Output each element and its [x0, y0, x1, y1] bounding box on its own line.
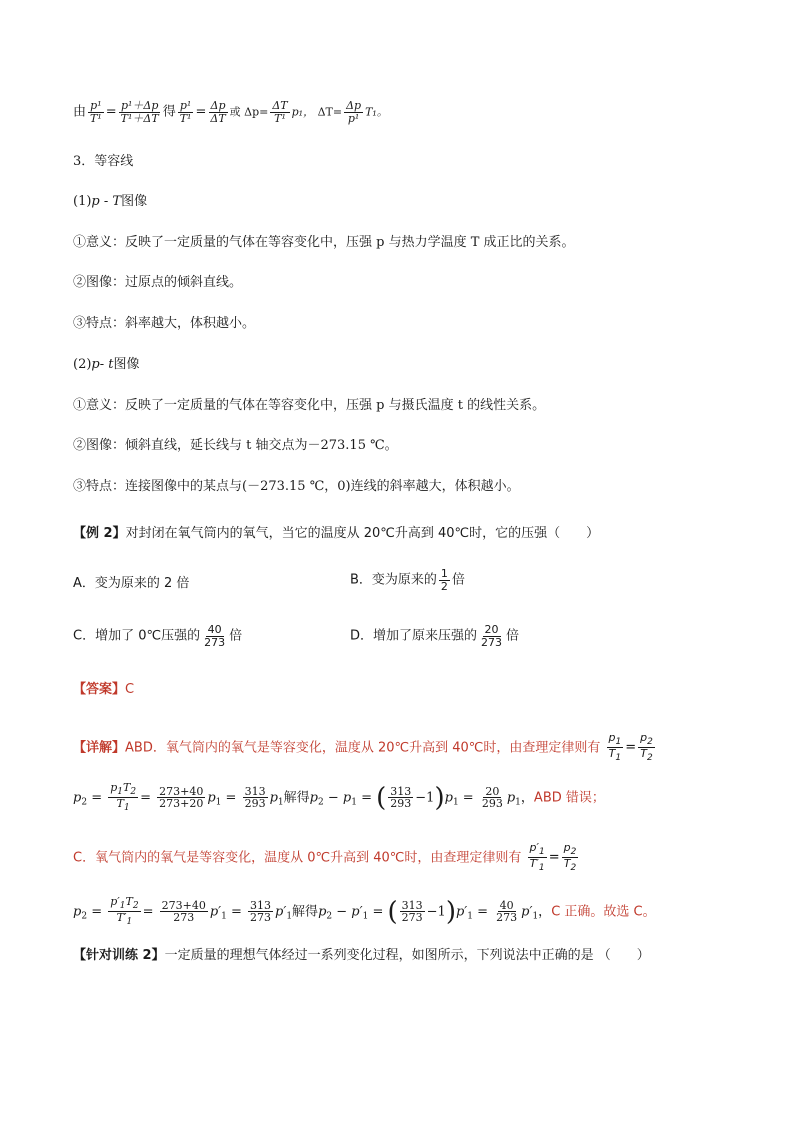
fraction: $\frac{313}{273}$	[250, 898, 272, 925]
example-question	[73, 524, 599, 544]
paragraph: ①意义：反映了一定质量的气体在等容变化中，压强 p 与热力学温度 T 成正比的关系。	[73, 235, 575, 250]
detail-equation-1: $p_2$ = $\frac{p_1T_2}{T_1}$ = $\frac{273+40}{273+20}$ $p_1$ = $\frac{313}{293}$ $p_1$解得$p_2 - p_1$ = ( $\frac{313}{293}$ $-1)p_1$ = $\frac{20}{293}$ $p_1$，ABD 错误；	[73, 781, 605, 814]
detail-line-1: 【详解】ABD．氧气筒内的氧气是等容变化，温度从 20℃升高到 40℃时，由查理定律则有 $\frac{p_1}{T_1}$ = $\frac{p_2}{T_2}$	[73, 731, 653, 764]
training-text: 一定质量的理想气体经过一系列变化过程，如图所示，下列说法中正确的是 （ ）	[164, 948, 650, 963]
fraction: $\frac{\text{p¹＋Δp}}{\text{T¹＋ΔT}}$	[120, 99, 159, 125]
fraction: $\frac{20}{273}$	[481, 623, 503, 649]
fraction: $\frac{\text{p¹}}{\text{T¹}}$	[179, 99, 192, 125]
subsection-heading: (1)p - T图像	[73, 194, 148, 209]
text-t1: T₁。	[365, 105, 388, 119]
fraction: $\frac{1}{2}$	[440, 567, 448, 593]
text-dt: ΔT=	[314, 105, 343, 119]
fraction: $\frac{273+40}{273}$	[161, 898, 206, 925]
answer-value: C	[125, 682, 135, 697]
example-text: 对封闭在氧气筒内的氧气，当它的温度从 20℃升高到 40℃时，它的压强（ ）	[125, 526, 600, 541]
fraction: $\frac{p_2}{T_2}$	[640, 731, 653, 764]
fraction: $\frac{p_2}{T_2}$	[563, 841, 577, 874]
text-you: 由	[73, 104, 87, 120]
detail-line-2: C．氧气筒内的氧气是等容变化，温度从 0℃升高到 40℃时，由查理定律则有 $\frac{p'_1}{T'_1}$ = $\frac{p_2}{T_2}$	[73, 841, 577, 874]
section-heading: 3．等容线	[73, 154, 134, 169]
fraction: $\frac{313}{293}$	[244, 784, 266, 811]
answer-line	[73, 680, 134, 700]
fraction: $\frac{313}{273}$	[401, 898, 423, 925]
paragraph: ③特点：连接图像中的某点与(－273.15 ℃，0)连线的斜率越大，体积越小。	[73, 479, 520, 494]
equals: =	[105, 104, 117, 120]
fraction: $\frac{40}{273}$	[204, 623, 226, 649]
subsection-heading: (2)p- t图像	[73, 357, 140, 372]
option-b: B．变为原来的 $\frac{1}{2}$ 倍	[350, 567, 465, 593]
text-or: 或 Δp=	[229, 105, 269, 119]
paragraph: ①意义：反映了一定质量的气体在等容变化中，压强 p 与摄氏温度 t 的线性关系。	[73, 398, 546, 413]
training-tag: 【针对训练 2】	[73, 948, 165, 963]
option-a: A．变为原来的 2 倍	[73, 576, 190, 591]
fraction: $\frac{313}{293}$	[390, 784, 412, 811]
training-question	[73, 946, 650, 966]
fraction: $\frac{20}{293}$	[481, 784, 503, 811]
fraction: $\frac{\Delta p}{\text{p¹}}$	[346, 99, 362, 125]
equals: =	[195, 104, 207, 120]
example-tag: 【例 2】	[73, 526, 126, 541]
fraction: $\frac{273+40}{273+20}$	[159, 784, 204, 811]
fraction: $\frac{\Delta T}{\text{T¹}}$	[272, 99, 288, 125]
fraction: $\frac{p'_1T_2}{T'_1}$	[110, 895, 139, 928]
answer-tag: 【答案】	[73, 682, 126, 697]
detail-equation-2: $p_2$ = $\frac{p'_1T_2}{T'_1}$ = $\frac{273+40}{273}$ $p'_1$ = $\frac{313}{273}$ $p'_1$解得$p_2 - p'_1$ = ( $\frac{313}{273}$ $-1)p'_1$ = $\frac{40}{273}$ $p'_1$，C 正确。故选 C。	[73, 895, 656, 928]
paragraph: ③特点：斜率越大，体积越小。	[73, 316, 256, 331]
derivation-line	[73, 100, 388, 124]
option-d: D．增加了原来压强的 $\frac{20}{273}$ 倍	[350, 623, 520, 649]
text-de: 得	[162, 104, 176, 120]
fraction: $\frac{p_1T_2}{T_1}$	[110, 781, 137, 814]
paragraph: ②图像：倾斜直线，延长线与 t 轴交点为－273.15 ℃。	[73, 438, 398, 453]
detail-tag: 【详解】	[73, 740, 126, 756]
fraction: $\frac{p'_1}{T'_1}$	[529, 841, 545, 874]
fraction: $\frac{p_1}{T_1}$	[608, 731, 622, 764]
fraction: $\frac{\text{p¹}}{\text{T¹}}$	[90, 99, 102, 125]
fraction: $\frac{\Delta p}{\Delta T}$	[210, 99, 226, 125]
text-p1: p₁，	[291, 105, 315, 119]
fraction: $\frac{40}{273}$	[496, 898, 518, 925]
option-c: C．增加了 0℃压强的 $\frac{40}{273}$ 倍	[73, 623, 243, 649]
paragraph: ②图像：过原点的倾斜直线。	[73, 275, 243, 290]
